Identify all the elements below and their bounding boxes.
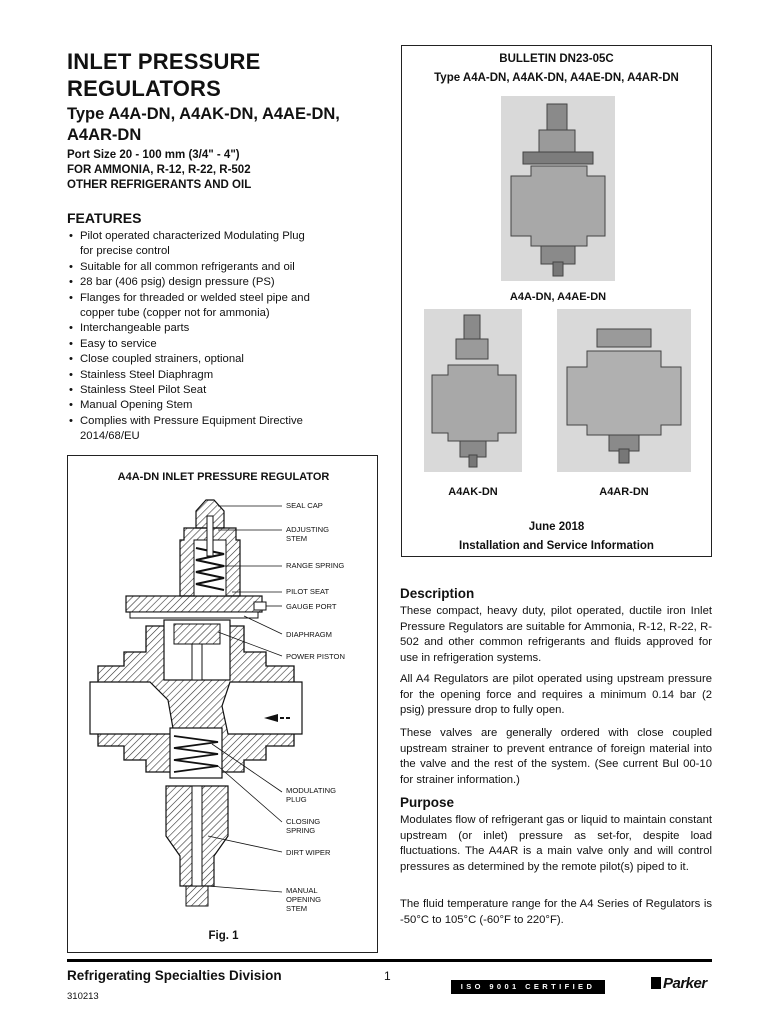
feature-item: • Suitable for all common refrigerants and oil [67,260,347,275]
photo1-caption: A4A-DN, A4AE-DN [509,291,607,303]
product-types [67,104,340,146]
label-closing-spring: CLOSING SPRING [286,817,321,835]
title-line-1: INLET PRESSURE [67,49,261,74]
page-number: 1 [384,969,391,983]
feature-item: • Close coupled strainers, optional [67,352,347,367]
valve-photo-graphic [501,96,615,281]
feature-item: • Pilot operated characterized Modulating Plug for precise control [67,229,347,260]
refrigerants-line-1: FOR AMMONIA, R-12, R-22, R-502 [67,164,251,176]
label-manual-opening-stem: MANUAL OPENING STEM [286,886,322,913]
feature-item: • Interchangeable parts [67,321,347,336]
feature-item: • Flanges for threaded or welded steel pipe and copper tube (copper not for ammonia) [67,291,347,322]
product-photo-a4ar-dn [557,309,691,472]
description-paragraph-1: These compact, heavy duty, pilot operated, ductile iron Inlet Pressure Regulators are suitable for Ammonia, R-12, R-22, R-502 and other common refrigerants and fluids approved for use in refrigeration systems. [400,605,712,664]
bulletin-info: Installation and Service Information [459,540,654,552]
port-size-block [67,148,251,193]
feature-item: • Stainless Steel Pilot Seat [67,383,347,398]
description-paragraph-2: All A4 Regulators are pilot operated using upstream pressure for the opening force and requires a minimum 0.14 bar (2 psig) pressure drop to fully open. [400,673,712,717]
label-seal-cap: SEAL CAP [286,501,323,510]
iso-certified-badge: ISO 9001 CERTIFIED [451,980,605,994]
figure-box [67,455,378,953]
bulletin-types: Type A4A-DN, A4AK-DN, A4AE-DN, A4AR-DN [434,72,679,84]
purpose-paragraph-1: Modulates flow of refrigerant gas or liquid to maintain constant upstream (or inlet) pressure as set-for, despite load fluctuations. The A4AR is a main valve only and will control pressures as determined by the remote pilot(s) piped to it. [400,814,712,873]
refrigerants-line-2: OTHER REFRIGERANTS AND OIL [67,179,252,191]
product-photo-a4a-dn [501,96,615,281]
page-title [67,48,261,102]
features-list [67,229,347,445]
label-modulating-plug: MODULATING PLUG [286,786,337,804]
valve-photo-graphic [424,309,522,472]
description-paragraph-3: These valves are generally ordered with close coupled upstream strainer to prevent entrance of foreign material into the valve and the rest of the system. (See current Bul 00-10 for strainer information.) [400,727,712,786]
feature-item: • Easy to service [67,337,347,352]
purpose-heading: Purpose [400,795,455,810]
photo2-caption: A4AK-DN [448,486,498,498]
valve-photo-graphic [557,309,691,472]
label-range-spring: RANGE SPRING [286,561,345,570]
parker-logo-mark [651,977,661,989]
figure-title: A4A-DN INLET PRESSURE REGULATOR [117,471,330,483]
feature-item: • Complies with Pressure Equipment Directive 2014/68/EU [67,414,347,445]
bulletin-box [401,45,712,557]
purpose-paragraph-2: The fluid temperature range for the A4 Series of Regulators is -50°C to 105°C (-60°F to 220°F). [400,898,712,926]
bulletin-date: June 2018 [528,521,585,533]
footer-division: Refrigerating Specialties Division [67,968,282,983]
product-photo-a4ak-dn [424,309,522,472]
footer-rule [67,959,712,962]
feature-item: • Manual Opening Stem [67,398,347,413]
label-dirt-wiper: DIRT WIPER [286,848,331,857]
port-size: Port Size 20 - 100 mm (3/4" - 4") [67,149,240,161]
regulator-cross-section-drawing [68,456,379,954]
parker-logo-text: Parker [663,975,707,992]
label-diaphragm: DIAPHRAGM [286,630,332,639]
subtitle-line-2: A4AR-DN [67,126,142,144]
title-line-2: REGULATORS [67,76,221,101]
parker-logo [651,975,707,992]
label-gauge-port: GAUGE PORT [286,602,337,611]
feature-item: • Stainless Steel Diaphragm [67,368,347,383]
label-power-piston: POWER PISTON [286,652,345,661]
label-pilot-seat: PILOT SEAT [286,587,330,596]
features-heading: FEATURES [67,210,142,226]
feature-item: • 28 bar (406 psig) design pressure (PS) [67,275,347,290]
subtitle-line-1: Type A4A-DN, A4AK-DN, A4AE-DN, [67,105,340,123]
photo3-caption: A4AR-DN [599,486,649,498]
figure-caption: Fig. 1 [208,930,239,942]
description-heading: Description [400,586,475,601]
bulletin-number: BULLETIN DN23-05C [499,53,614,65]
label-adjusting-stem: ADJUSTING STEM [286,525,330,543]
document-number: 310213 [67,991,99,1002]
